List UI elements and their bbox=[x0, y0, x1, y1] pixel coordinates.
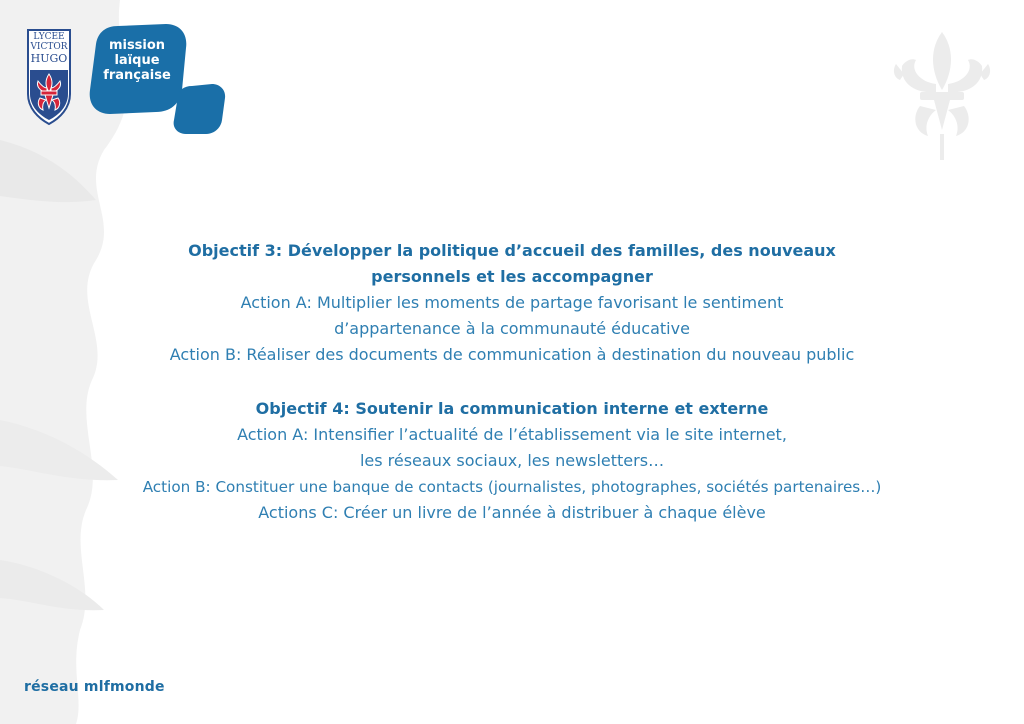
objective-4-block bbox=[0, 396, 1024, 526]
objective-4-title: Objectif 4: Soutenir la communication interne et externe bbox=[255, 399, 769, 418]
mlf-logo-text bbox=[96, 38, 178, 83]
header bbox=[0, 0, 1024, 170]
objective-4-action-a-line2: les réseaux sociaux, les newsletters… bbox=[359, 451, 665, 470]
objective-3-action-a-line2: d’appartenance à la communauté éducative bbox=[334, 319, 690, 338]
objective-3-block bbox=[0, 238, 1024, 368]
slide-content bbox=[0, 238, 1024, 526]
crest-text-line3: HUGO bbox=[30, 52, 68, 65]
mlf-logo-line3: française bbox=[103, 68, 171, 83]
objective-4-action-a-line1: Action A: Intensifier l’actualité de l’établissement via le site internet, bbox=[237, 425, 787, 444]
objective-3-title-line1: Objectif 3: Développer la politique d’accueil des familles, des nouveaux bbox=[188, 241, 836, 260]
objective-4-action-b: Action B: Constituer une banque de contacts (journalistes, photographes, sociétés partenaires…) bbox=[142, 478, 882, 496]
objective-3-action-a-line1: Action A: Multiplier les moments de partage favorisant le sentiment bbox=[240, 293, 784, 312]
crest-text-line2: VICTOR bbox=[30, 42, 68, 52]
objective-3-action-b: Action B: Réaliser des documents de communication à destination du nouveau public bbox=[169, 345, 855, 364]
mlf-logo-line2: laïque bbox=[114, 53, 160, 68]
footer-brand-text: réseau mlfmonde bbox=[24, 679, 165, 695]
mlf-logo-line1: mission bbox=[108, 38, 166, 53]
crest-text-line1: LYCEE bbox=[33, 32, 65, 42]
objective-4-action-c: Actions C: Créer un livre de l’année à distribuer à chaque élève bbox=[258, 503, 766, 522]
fleur-de-lis-watermark-icon bbox=[890, 30, 994, 164]
objective-3-title-line2: personnels et les accompagner bbox=[371, 267, 653, 286]
